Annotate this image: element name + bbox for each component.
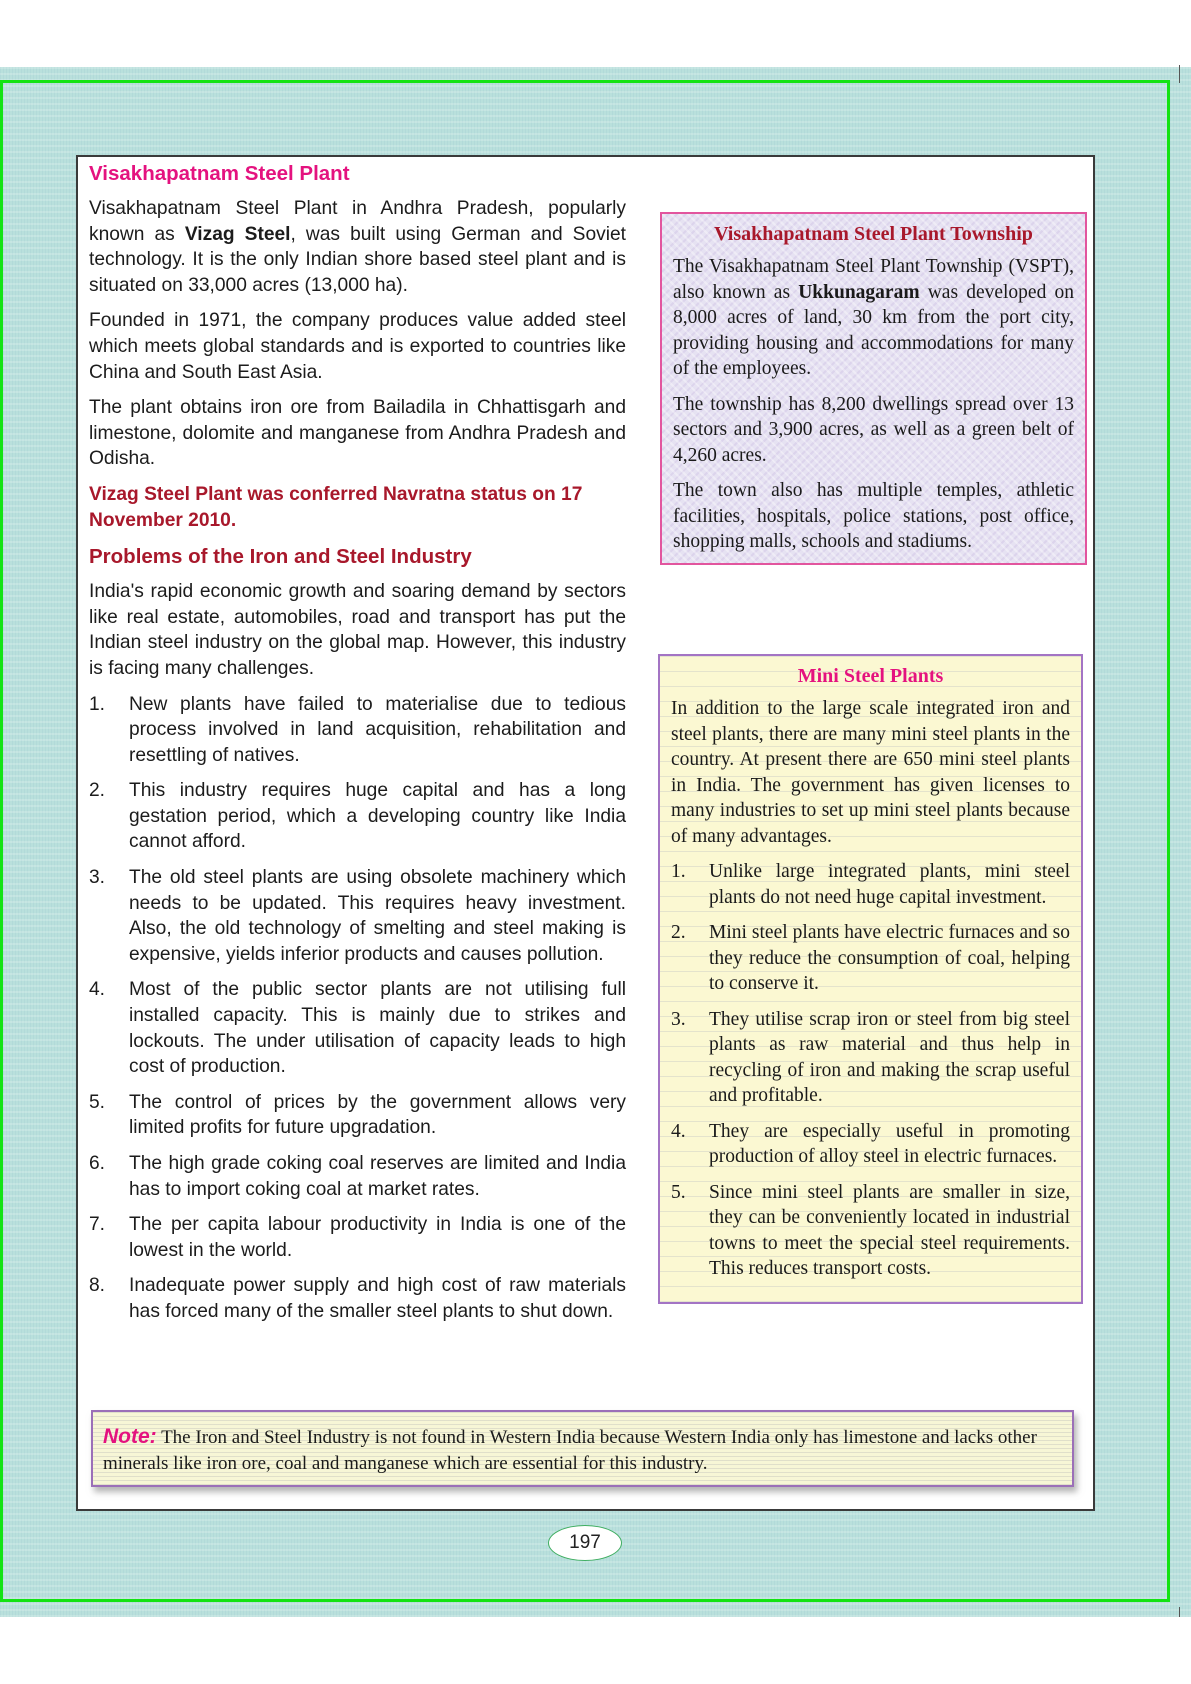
list-item	[89, 778, 626, 855]
list-text: Unlike large integrated plants, mini steel plants do not need huge capital investment.	[709, 861, 1070, 908]
page-number-badge: 197	[548, 1525, 622, 1561]
list-number: 4.	[671, 1120, 686, 1142]
list-number: 4.	[89, 979, 106, 1001]
list-number: 1.	[89, 693, 106, 715]
list-item	[89, 1151, 626, 1202]
list-item	[671, 920, 1070, 997]
list-item	[671, 1180, 1070, 1282]
crop-mark	[1179, 65, 1180, 83]
mini-advantages-list	[671, 859, 1070, 1282]
list-text: The high grade coking coal reserves are limited and India has to import coking coal at market rates.	[129, 1153, 626, 1200]
list-item	[89, 1212, 626, 1263]
mini-steel-title: Mini Steel Plants	[797, 665, 944, 687]
list-number: 1.	[671, 861, 686, 882]
paragraph-text: Visakhapatnam Steel Plant in Andhra Pradesh, popularly known as	[89, 198, 626, 245]
township-info-box	[660, 212, 1087, 565]
list-number: 3.	[89, 867, 106, 889]
list-item	[89, 692, 626, 769]
mini-steel-plants-box	[658, 654, 1083, 1304]
list-text: They utilise scrap iron or steel from big steel plants as raw material and thus help in recycling of iron and making the scrap useful and profitable.	[709, 1008, 1070, 1106]
list-item	[671, 859, 1070, 910]
list-number: 6.	[89, 1153, 106, 1174]
section-title-problems: Problems of the Iron and Steel Industry	[89, 545, 472, 569]
list-item	[671, 1119, 1070, 1170]
list-number: 5.	[671, 1181, 686, 1203]
paragraph-text: The Visakhapatnam Steel Plant Township (VSPT), also known as	[673, 256, 1074, 303]
problems-list	[89, 692, 626, 1325]
list-number: 8.	[89, 1275, 106, 1297]
list-number: 2.	[671, 922, 686, 943]
bold-term: Ukkunagaram	[798, 281, 920, 303]
paragraph	[673, 254, 1074, 382]
section-title-vizag: Visakhapatnam Steel Plant	[89, 162, 350, 185]
list-text: The old steel plants are using obsolete machinery which needs to be updated. This requires heavy investment. Also, the old technology of smelting and steel making is expensive, yields inferior products and causes pollution.	[129, 867, 626, 965]
paragraph: The township has 8,200 dwellings spread over 13 sectors and 3,900 acres, as well as a green belt of 4,260 acres.	[673, 393, 1074, 466]
list-text: Inadequate power supply and high cost of raw materials has forced many of the smaller steel plants to shut down.	[129, 1275, 626, 1322]
list-number: 7.	[89, 1214, 106, 1236]
paragraph: The town also has multiple temples, athletic facilities, hospitals, police stations, post office, shopping malls, schools and stadiums.	[673, 480, 1074, 552]
left-column	[89, 160, 626, 1335]
navratna-highlight: Vizag Steel Plant was conferred Navratna status on 17 November 2010.	[89, 483, 583, 531]
list-text: Most of the public sector plants are not utilising full installed capacity. This is mainly due to strikes and lockouts. The under utilisation of capacity leads to high cost of production.	[129, 979, 626, 1078]
paragraph: Founded in 1971, the company produces value added steel which meets global standards and is exported to countries like China and South East Asia.	[89, 310, 626, 383]
list-number: 2.	[89, 780, 106, 802]
list-text: The control of prices by the government allows very limited profits for future upgradation.	[129, 1091, 626, 1139]
paragraph-text: , was built using German and Soviet technology. It is the only Indian shore based steel plant and is situated on 33,000 acres (13,000 ha).	[89, 223, 626, 296]
list-item	[671, 1007, 1070, 1109]
list-text: Mini steel plants have electric furnaces and so they reduce the consumption of coal, helping to conserve it.	[709, 922, 1070, 994]
footer-clip	[0, 1617, 1191, 1684]
list-text: Since mini steel plants are smaller in size, they can be conveniently located in industrial towns to meet the special steel requirements. This reduces transport costs.	[709, 1181, 1070, 1279]
paragraph	[89, 196, 626, 298]
township-title: Visakhapatnam Steel Plant Township	[714, 223, 1033, 245]
list-text: The per capita labour productivity in India is one of the lowest in the world.	[129, 1214, 626, 1261]
note-text: The Iron and Steel Industry is not found in Western India because Western India only has limestone and lacks other minerals like iron ore, coal and manganese which are essential for this industry.	[103, 1427, 1037, 1474]
note-box	[91, 1410, 1074, 1487]
bold-term: Vizag Steel	[184, 223, 291, 245]
list-text: They are especially useful in promoting production of alloy steel in electric furnaces.	[709, 1120, 1070, 1167]
list-item	[89, 1273, 626, 1324]
list-text: New plants have failed to materialise due to tedious process involved in land acquisition, rehabilitation and resettling of natives.	[129, 693, 626, 766]
paragraph: India's rapid economic growth and soaring demand by sectors like real estate, automobiles, road and transport has put the Indian steel industry on the global map. However, this industry is facing many challenges.	[89, 581, 626, 679]
list-text: This industry requires huge capital and has a long gestation period, which a developing country like India cannot afford.	[129, 780, 626, 853]
list-item	[89, 1090, 626, 1141]
paragraph: The plant obtains iron ore from Bailadila in Chhattisgarh and limestone, dolomite and manganese from Andhra Pradesh and Odisha.	[89, 397, 626, 470]
list-number: 3.	[671, 1008, 686, 1030]
note-label: Note:	[103, 1425, 157, 1448]
paragraph: In addition to the large scale integrated iron and steel plants, there are many mini steel plants in the country. At present there are 650 mini steel plants in India. The government has given licenses to many industries to set up mini steel plants because of many advantages.	[671, 698, 1070, 847]
list-item	[89, 977, 626, 1079]
paragraph-text: was developed on 8,000 acres of land, 30 km from the port city, providing housing and accommodations for many of the employees.	[673, 281, 1074, 379]
list-number: 5.	[89, 1091, 106, 1113]
list-item	[89, 865, 626, 967]
